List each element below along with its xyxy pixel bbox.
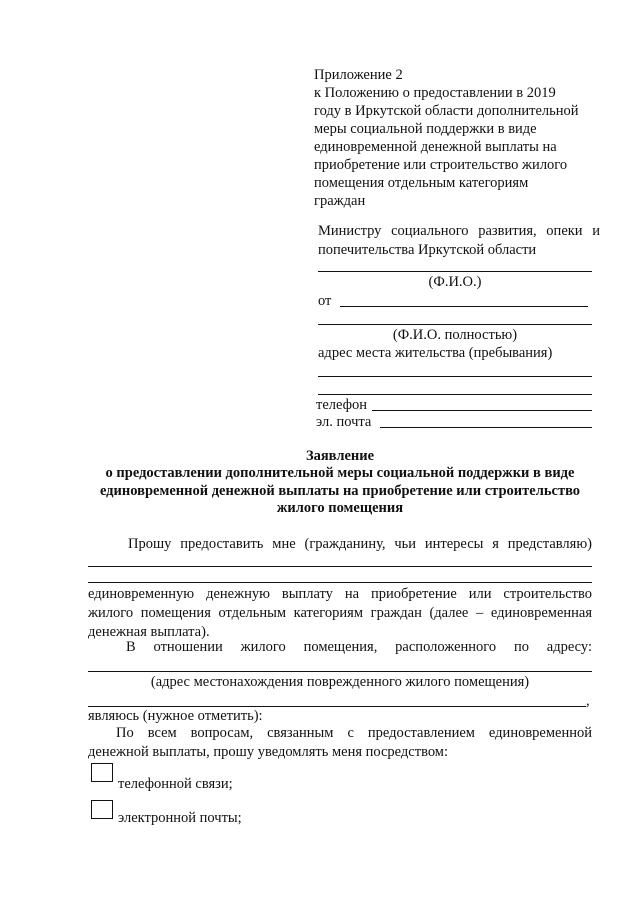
statement-subtitle: единовременной денежной выплаты на приобретение или строительство [99, 483, 581, 499]
residence-label: адрес места жительства (пребывания) [318, 345, 553, 361]
phone-field[interactable] [372, 410, 592, 411]
housing-line: В отношении жилого помещения, расположенного по адресу: [126, 639, 592, 655]
appendix-line: Приложение 2 [314, 67, 403, 83]
contact-line: денежной выплаты, прошу уведомлять меня посредством: [88, 744, 449, 760]
phone-checkbox[interactable] [91, 763, 113, 782]
housing-address-field-2[interactable] [88, 706, 586, 707]
fio-field[interactable] [318, 271, 592, 272]
from-label: от [318, 293, 332, 309]
email-label: эл. почта [316, 414, 372, 430]
contact-line: По всем вопросам, связанным с предоставлением единовременной [116, 725, 592, 741]
contact-paragraph [88, 724, 592, 762]
being-line: являюсь (нужное отметить): [88, 708, 263, 724]
request-line: Прошу предоставить мне (гражданину, чьи интересы я представляю) [128, 536, 592, 552]
payment-line: денежная выплата). [88, 624, 210, 640]
payment-paragraph [88, 585, 592, 642]
fio-full-field[interactable] [318, 324, 592, 325]
email-option-label: электронной почты; [118, 810, 242, 826]
phone-option-label: телефонной связи; [118, 776, 233, 792]
addressee-line: Министру социального развития, опеки и [318, 223, 600, 239]
appendix-line: помещения отдельным категориям [314, 175, 529, 191]
fio-caption: (Ф.И.О.) [428, 274, 482, 290]
appendix-line: единовременной денежной выплаты на [314, 139, 557, 155]
residence-field-1[interactable] [318, 376, 592, 377]
email-checkbox[interactable] [91, 800, 113, 819]
addressee-line: попечительства Иркутской области [318, 242, 537, 258]
appendix-line: году в Иркутской области дополнительной [314, 103, 579, 119]
statement-title: Заявление [305, 448, 375, 464]
addressee-block [318, 222, 600, 260]
applicant-field-2[interactable] [88, 582, 592, 583]
payment-line: жилого помещения отдельным категориям граждан (далее – единовременная [88, 605, 592, 621]
fio-full-caption: (Ф.И.О. полностью) [392, 327, 518, 343]
statement-subtitle: о предоставлении дополнительной меры социальной поддержки в виде [105, 465, 575, 481]
appendix-line: меры социальной поддержки в виде [314, 121, 537, 137]
appendix-header [314, 66, 604, 210]
residence-field-2[interactable] [318, 394, 592, 395]
statement-subtitle: жилого помещения [276, 500, 404, 516]
payment-line: единовременную денежную выплату на приобретение или строительство [88, 586, 592, 602]
request-paragraph [128, 535, 592, 554]
phone-label: телефон [316, 397, 368, 413]
appendix-line: приобретение или строительство жилого [314, 157, 568, 173]
housing-paragraph [126, 638, 592, 657]
from-field[interactable] [340, 306, 588, 307]
applicant-field-1[interactable] [88, 566, 592, 567]
email-field[interactable] [380, 427, 592, 428]
appendix-line: к Положению о предоставлении в 2019 [314, 85, 556, 101]
housing-address-field[interactable] [88, 671, 592, 672]
housing-caption: (адрес местонахождения поврежденного жилого помещения) [150, 674, 530, 690]
comma: , [586, 693, 590, 709]
appendix-line: граждан [314, 193, 366, 209]
